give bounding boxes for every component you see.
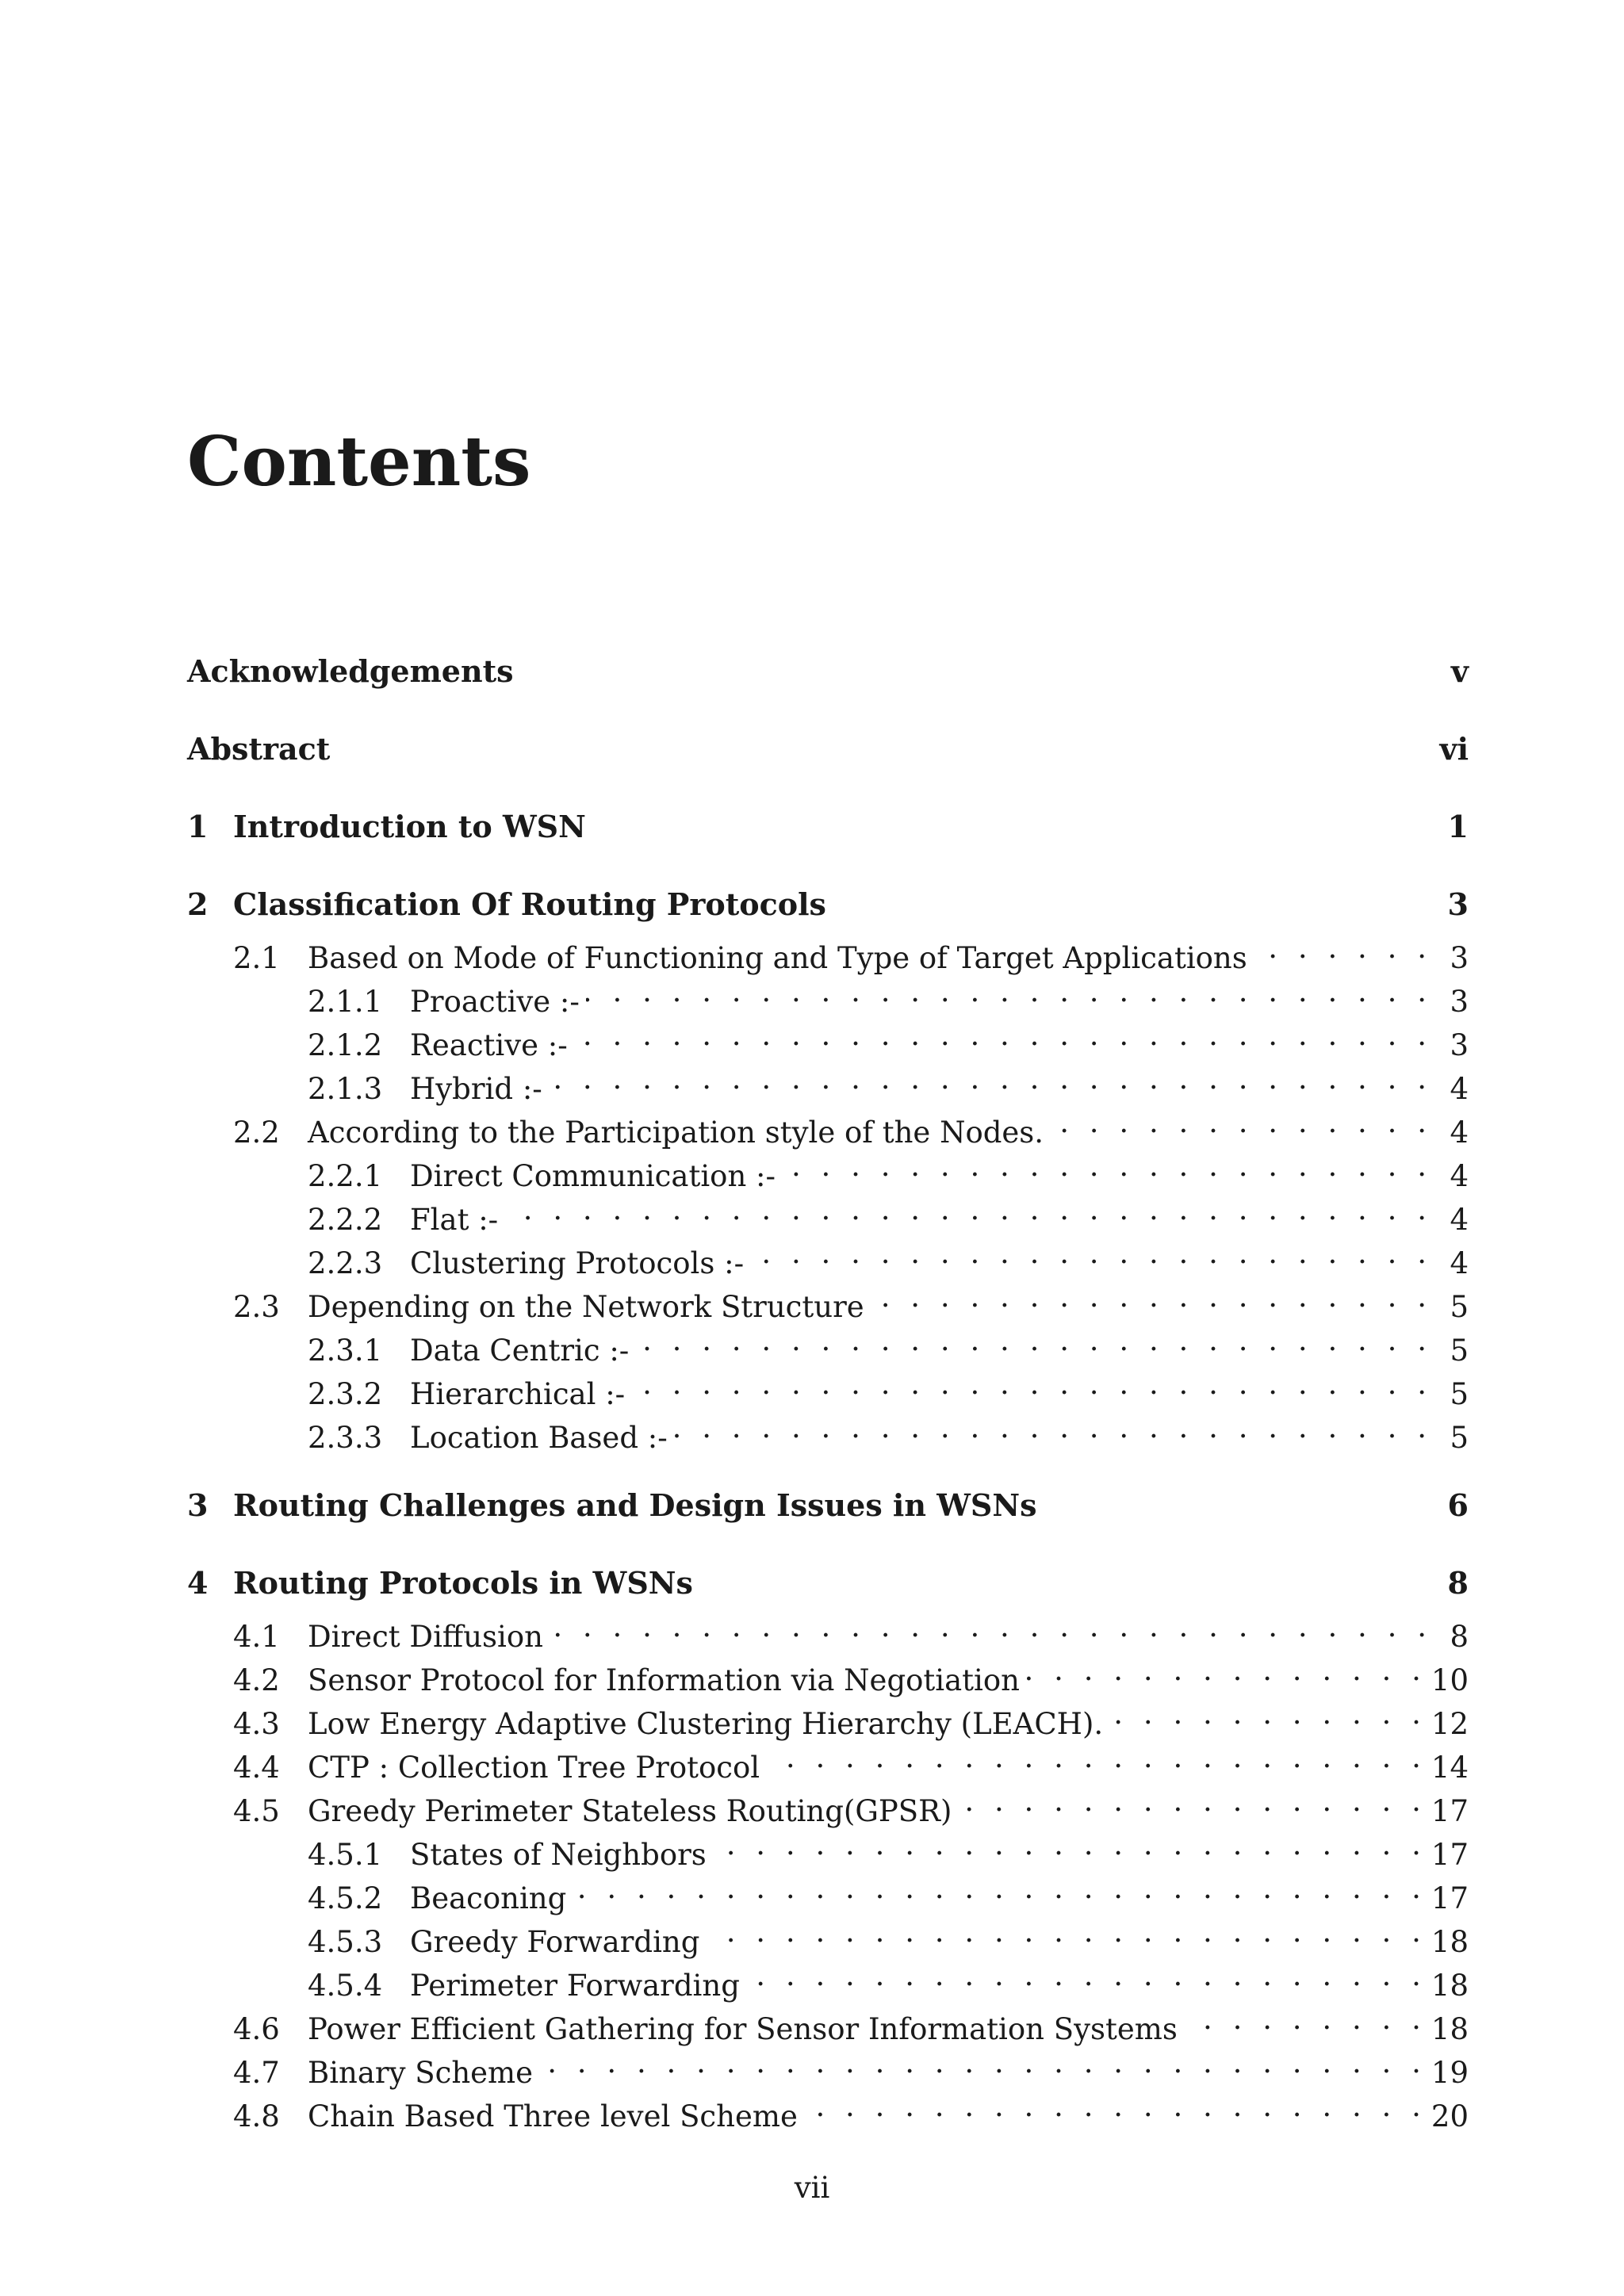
toc-entry-title: Direct Communication :- [410, 1159, 776, 1193]
toc-entry-page: 4 [1450, 1159, 1469, 1193]
toc-subsection[interactable] [187, 1190, 1469, 1237]
table-of-contents [187, 0, 1469, 2296]
toc-section[interactable] [187, 1999, 1469, 2046]
toc-leader-dots [766, 1738, 1427, 1777]
toc-subsection[interactable] [187, 1408, 1469, 1455]
toc-entry-title: Based on Mode of Functioning and Type of Target Applications [308, 941, 1247, 975]
toc-entry-title: Depending on the Network Structure [308, 1290, 864, 1324]
toc-entry-title: Flat :- [410, 1203, 499, 1237]
toc-chapter[interactable] [187, 807, 1469, 847]
toc-entry-page: 19 [1431, 2056, 1469, 2090]
toc-entry-number: 4.5.2 [308, 1881, 383, 1915]
toc-leader-dots [782, 1146, 1432, 1186]
toc-chapter[interactable] [187, 885, 1469, 924]
toc-entry-page: 20 [1431, 2099, 1469, 2133]
toc-entry-number: 2.1.3 [308, 1072, 383, 1106]
toc-entry-page: 10 [1431, 1663, 1469, 1697]
toc-entry-title: According to the Participation style of the Nodes. [308, 1115, 1044, 1150]
toc-chapter[interactable] [187, 1563, 1469, 1603]
toc-entry-number: 4.8 [233, 2099, 280, 2133]
toc-entry-number: 4.4 [233, 1751, 280, 1785]
toc-leader-dots [1254, 928, 1432, 968]
toc-subsection[interactable] [187, 1956, 1469, 2003]
toc-entry-title: Proactive :- [410, 985, 580, 1019]
toc-entry-number: 1 [187, 809, 209, 844]
toc-entry-number: 2.2.3 [308, 1246, 383, 1280]
toc-section[interactable] [187, 1694, 1469, 1741]
toc-section[interactable] [187, 1103, 1469, 1150]
toc-entry-title: Clustering Protocols :- [410, 1246, 745, 1280]
toc-leader-dots [1109, 1694, 1427, 1734]
toc-chapter[interactable] [187, 1486, 1469, 1525]
toc-leader-dots [549, 1059, 1432, 1099]
toc-entry-number: 2.3 [233, 1290, 280, 1324]
toc-entry-page: 5 [1450, 1377, 1469, 1411]
toc-entry-number: 4.5.4 [308, 1969, 383, 2003]
toc-leader-dots [674, 1408, 1432, 1448]
toc-leader-dots [504, 1190, 1432, 1230]
toc-entry-title: Power Efficient Gathering for Sensor Information Systems [308, 2012, 1178, 2046]
toc-leader-dots [631, 1364, 1432, 1404]
toc-entry-page: 4 [1450, 1115, 1469, 1150]
toc-entry[interactable] [187, 652, 1469, 691]
toc-entry-number: 4 [187, 1565, 209, 1601]
toc-entry-page: 18 [1431, 1969, 1469, 2003]
toc-entry-page: v [1450, 653, 1469, 689]
toc-entry-page: 14 [1431, 1751, 1469, 1785]
toc-entry-page: 12 [1431, 1707, 1469, 1741]
toc-entry-page: vi [1439, 731, 1469, 767]
toc-entry-number: 2.3.2 [308, 1377, 383, 1411]
toc-entry-page: 5 [1450, 1290, 1469, 1324]
toc-leader-dots [539, 2043, 1427, 2083]
toc-section[interactable] [187, 2043, 1469, 2090]
toc-entry-page: 5 [1450, 1334, 1469, 1368]
toc-entry-number: 2.3.3 [308, 1421, 383, 1455]
toc-subsection[interactable] [187, 1364, 1469, 1411]
toc-entry-page: 8 [1447, 1565, 1469, 1601]
toc-section[interactable] [187, 1277, 1469, 1324]
toc-entry-number: 4.6 [233, 2012, 280, 2046]
toc-leader-dots [635, 1321, 1432, 1360]
toc-subsection[interactable] [187, 1869, 1469, 1915]
toc-entry-title: Data Centric :- [410, 1334, 630, 1368]
toc-entry-title: Classification Of Routing Protocols [233, 886, 826, 922]
toc-entry-title: Low Energy Adaptive Clustering Hierarchy (LEACH). [308, 1707, 1104, 1741]
toc-section[interactable] [187, 1651, 1469, 1697]
toc-entry-title: Direct Diffusion [308, 1620, 543, 1654]
toc-section[interactable] [187, 1738, 1469, 1785]
toc-entry-page: 3 [1450, 1028, 1469, 1062]
toc-entry-title: CTP : Collection Tree Protocol [308, 1751, 760, 1785]
toc-entry-page: 5 [1450, 1421, 1469, 1455]
toc-entry-title: States of Neighbors [410, 1838, 707, 1872]
toc-leader-dots [746, 1956, 1427, 1996]
toc-entry-number: 2.2.1 [308, 1159, 383, 1193]
toc-entry-number: 2.1 [233, 941, 280, 975]
toc-entry-page: 3 [1450, 941, 1469, 975]
toc-entry-title: Routing Challenges and Design Issues in WSNs [233, 1487, 1037, 1523]
toc-leader-dots [706, 1912, 1426, 1952]
toc-entry-page: 4 [1450, 1072, 1469, 1106]
toc-leader-dots [750, 1234, 1432, 1273]
toc-entry-title: Binary Scheme [308, 2056, 534, 2090]
toc-entry-title: Reactive :- [410, 1028, 568, 1062]
toc-leader-dots [586, 972, 1432, 1012]
toc-entry-page: 17 [1431, 1794, 1469, 1828]
toc-entry-page: 18 [1431, 1925, 1469, 1959]
toc-leader-dots [1050, 1103, 1432, 1142]
toc-leader-dots [550, 1607, 1432, 1647]
toc-entry-page: 4 [1450, 1246, 1469, 1280]
toc-leader-dots [574, 1016, 1432, 1055]
toc-entry-title: Perimeter Forwarding [410, 1969, 740, 2003]
toc-entry-title: Hybrid :- [410, 1072, 542, 1106]
toc-entry-number: 2.1.1 [308, 985, 383, 1019]
toc-entry-title: Introduction to WSN [233, 809, 586, 844]
toc-leader-dots [958, 1781, 1426, 1821]
toc-entry-page: 3 [1447, 886, 1469, 922]
toc-subsection[interactable] [187, 1234, 1469, 1280]
toc-entry[interactable] [187, 729, 1469, 769]
toc-section[interactable] [187, 1781, 1469, 1828]
page-number: vii [794, 2171, 830, 2205]
toc-entry-page: 17 [1431, 1881, 1469, 1915]
toc-entry-number: 4.7 [233, 2056, 280, 2090]
toc-entry-title: Location Based :- [410, 1421, 668, 1455]
toc-leader-dots [573, 1869, 1427, 1908]
toc-leader-dots [1026, 1651, 1427, 1690]
toc-entry-page: 17 [1431, 1838, 1469, 1872]
toc-entry-page: 18 [1431, 2012, 1469, 2046]
toc-entry-number: 3 [187, 1487, 209, 1523]
toc-entry-number: 4.5.3 [308, 1925, 383, 1959]
toc-entry-page: 3 [1450, 985, 1469, 1019]
toc-entry-number: 2.1.2 [308, 1028, 383, 1062]
toc-leader-dots [871, 1277, 1432, 1317]
toc-entry-number: 2.2.2 [308, 1203, 383, 1237]
toc-leader-dots [1184, 1999, 1427, 2039]
toc-entry-title: Greedy Forwarding [410, 1925, 700, 1959]
toc-entry-title: Hierarchical :- [410, 1377, 626, 1411]
toc-entry-title: Greedy Perimeter Stateless Routing(GPSR) [308, 1794, 952, 1828]
toc-entry-number: 2.3.1 [308, 1334, 383, 1368]
toc-entry-title: Beaconing [410, 1881, 567, 1915]
toc-entry-title: Sensor Protocol for Information via Negotiation [308, 1663, 1020, 1697]
toc-entry-page: 8 [1450, 1620, 1469, 1654]
toc-subsection[interactable] [187, 972, 1469, 1019]
toc-subsection[interactable] [187, 1825, 1469, 1872]
toc-entry-number: 4.3 [233, 1707, 280, 1741]
toc-entry-number: 2.2 [233, 1115, 280, 1150]
toc-section[interactable] [187, 928, 1469, 975]
page-title: Contents [187, 422, 531, 502]
toc-entry-number: 4.2 [233, 1663, 280, 1697]
toc-subsection[interactable] [187, 1321, 1469, 1368]
toc-entry-title: Acknowledgements [187, 653, 514, 689]
toc-entry-number: 4.5.1 [308, 1838, 383, 1872]
toc-entry-page: 6 [1447, 1487, 1469, 1523]
toc-leader-dots [713, 1825, 1427, 1865]
toc-subsection[interactable] [187, 1146, 1469, 1193]
toc-leader-dots [804, 2087, 1427, 2126]
toc-subsection[interactable] [187, 1016, 1469, 1062]
toc-entry-title: Abstract [187, 731, 331, 767]
toc-section[interactable] [187, 2087, 1469, 2133]
toc-subsection[interactable] [187, 1912, 1469, 1959]
toc-entry-page: 4 [1450, 1203, 1469, 1237]
toc-entry-number: 2 [187, 886, 209, 922]
toc-entry-title: Chain Based Three level Scheme [308, 2099, 798, 2133]
toc-entry-title: Routing Protocols in WSNs [233, 1565, 693, 1601]
toc-subsection[interactable] [187, 1059, 1469, 1106]
toc-entry-number: 4.1 [233, 1620, 280, 1654]
toc-entry-number: 4.5 [233, 1794, 280, 1828]
toc-entry-page: 1 [1447, 809, 1469, 844]
toc-section[interactable] [187, 1607, 1469, 1654]
